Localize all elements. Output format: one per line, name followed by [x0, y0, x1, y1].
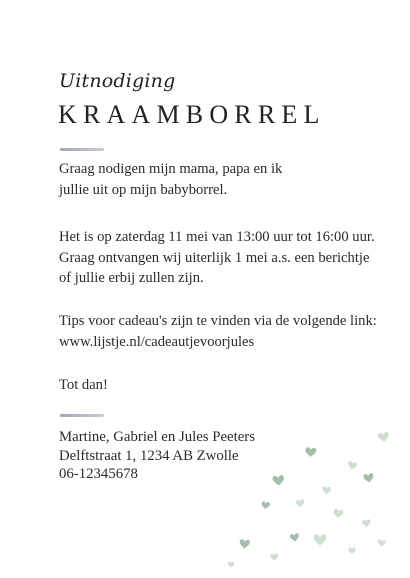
- text-line: Het is op zaterdag 11 mei van 13:00 uur tot 16:00 uur.: [59, 229, 375, 245]
- heart-icon: [348, 548, 355, 554]
- heart-icon: [362, 519, 371, 527]
- heart-icon: [305, 447, 317, 457]
- heart-icon: [322, 486, 331, 494]
- sender-block: [59, 428, 255, 484]
- heart-icon: [314, 535, 327, 546]
- invitation-paragraph-1: [59, 159, 282, 200]
- heart-icon: [261, 501, 270, 509]
- heart-icon: [378, 432, 390, 443]
- sender-phone: 06-12345678: [59, 466, 138, 482]
- sender-names: Martine, Gabriel en Jules Peeters: [59, 429, 255, 445]
- text-line: of jullie erbij zullen zijn.: [59, 270, 204, 287]
- heart-icon: [290, 533, 300, 542]
- page-title: KRAAMBORREL: [58, 100, 326, 129]
- bottom-divider: [60, 414, 104, 417]
- heart-icon: [239, 539, 250, 549]
- text-line: Graag nodigen mijn mama, papa en ik: [59, 161, 283, 177]
- gift-list-link: www.lijstje.nl/cadeautjevoorjules: [59, 333, 255, 350]
- heart-icon: [296, 499, 305, 507]
- text-line: Graag ontvangen wij uiterlijk 1 mei a.s. een berichtje: [59, 249, 370, 266]
- invitation-paragraph-2: [59, 227, 375, 289]
- text-line: jullie uit op mijn babyborrel.: [59, 181, 228, 198]
- heart-icon: [377, 539, 386, 547]
- heart-icon: [333, 509, 344, 519]
- heart-icon: [270, 553, 278, 560]
- heart-icon: [272, 475, 284, 486]
- closing-text: Tot dan!: [59, 377, 108, 393]
- text-line: Tips voor cadeau's zijn te vinden via de volgende link:: [59, 313, 377, 329]
- sender-address: Delftstraat 1, 1234 AB Zwolle: [59, 447, 239, 464]
- script-heading: Uitnodiging: [59, 70, 176, 92]
- heart-icon: [228, 562, 235, 568]
- gift-tips-paragraph: [59, 311, 377, 352]
- heart-icon: [347, 461, 357, 470]
- heart-icon: [363, 473, 375, 484]
- top-divider: [60, 148, 104, 151]
